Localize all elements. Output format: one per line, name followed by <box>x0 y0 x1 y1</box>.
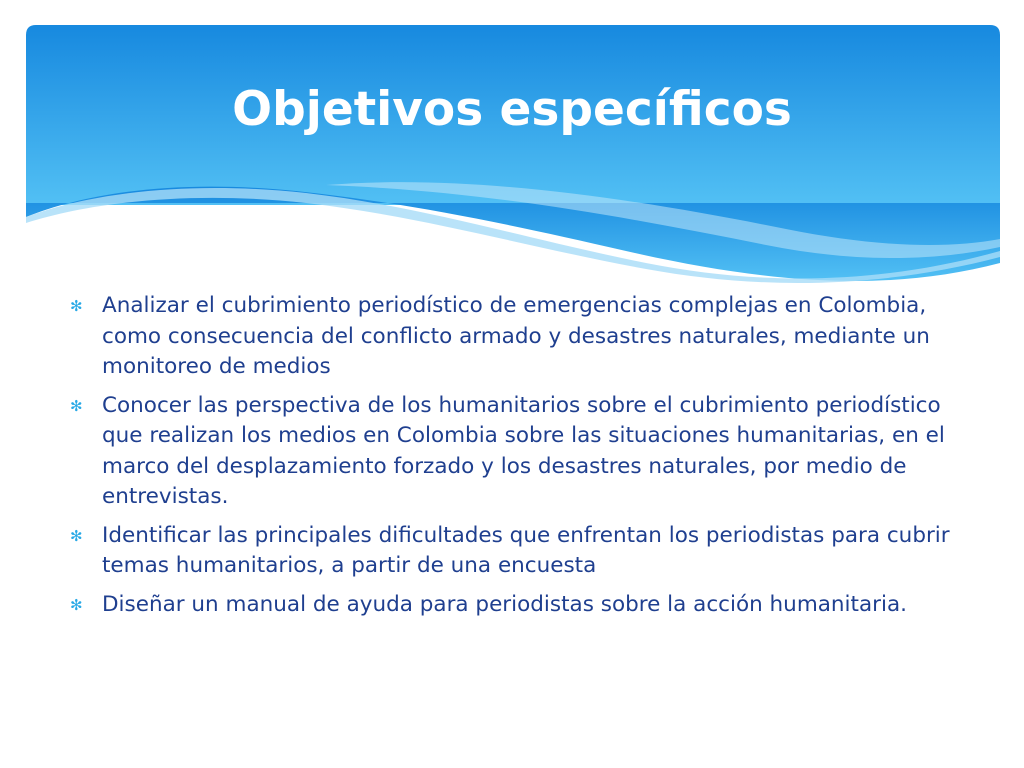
asterisk-bullet-icon: ✻ <box>70 526 83 545</box>
asterisk-bullet-icon: ✻ <box>70 595 83 614</box>
list-item <box>70 590 970 621</box>
bullet-text: Diseñar un manual de ayuda para periodistas sobre la acción humanitaria. <box>102 591 907 617</box>
bullet-text: Identificar las principales dificultades que enfrentan los periodistas para cubrir temas humanitarios, a partir de una encuesta <box>102 522 950 578</box>
header-banner <box>26 25 1000 287</box>
asterisk-bullet-icon: ✻ <box>70 396 83 415</box>
wave-banner-graphic <box>26 25 1000 287</box>
bullet-list <box>70 291 970 628</box>
bullet-text: Analizar el cubrimiento periodístico de emergencias complejas en Colombia, como consecuencia del conflicto armado y desastres naturales, mediante un monitoreo de medios <box>102 293 930 379</box>
bullet-text: Conocer las perspectiva de los humanitarios sobre el cubrimiento periodístico que realizan los medios en Colombia sobre las situaciones humanitarias, en el marco del desplazamiento forzado y los desastres naturales, por medio de entrevistas. <box>102 392 945 509</box>
list-item <box>70 291 970 383</box>
asterisk-bullet-icon: ✻ <box>70 297 83 315</box>
list-item <box>70 391 970 513</box>
slide-title: Objetivos específicos <box>232 82 792 137</box>
list-item <box>70 521 970 582</box>
